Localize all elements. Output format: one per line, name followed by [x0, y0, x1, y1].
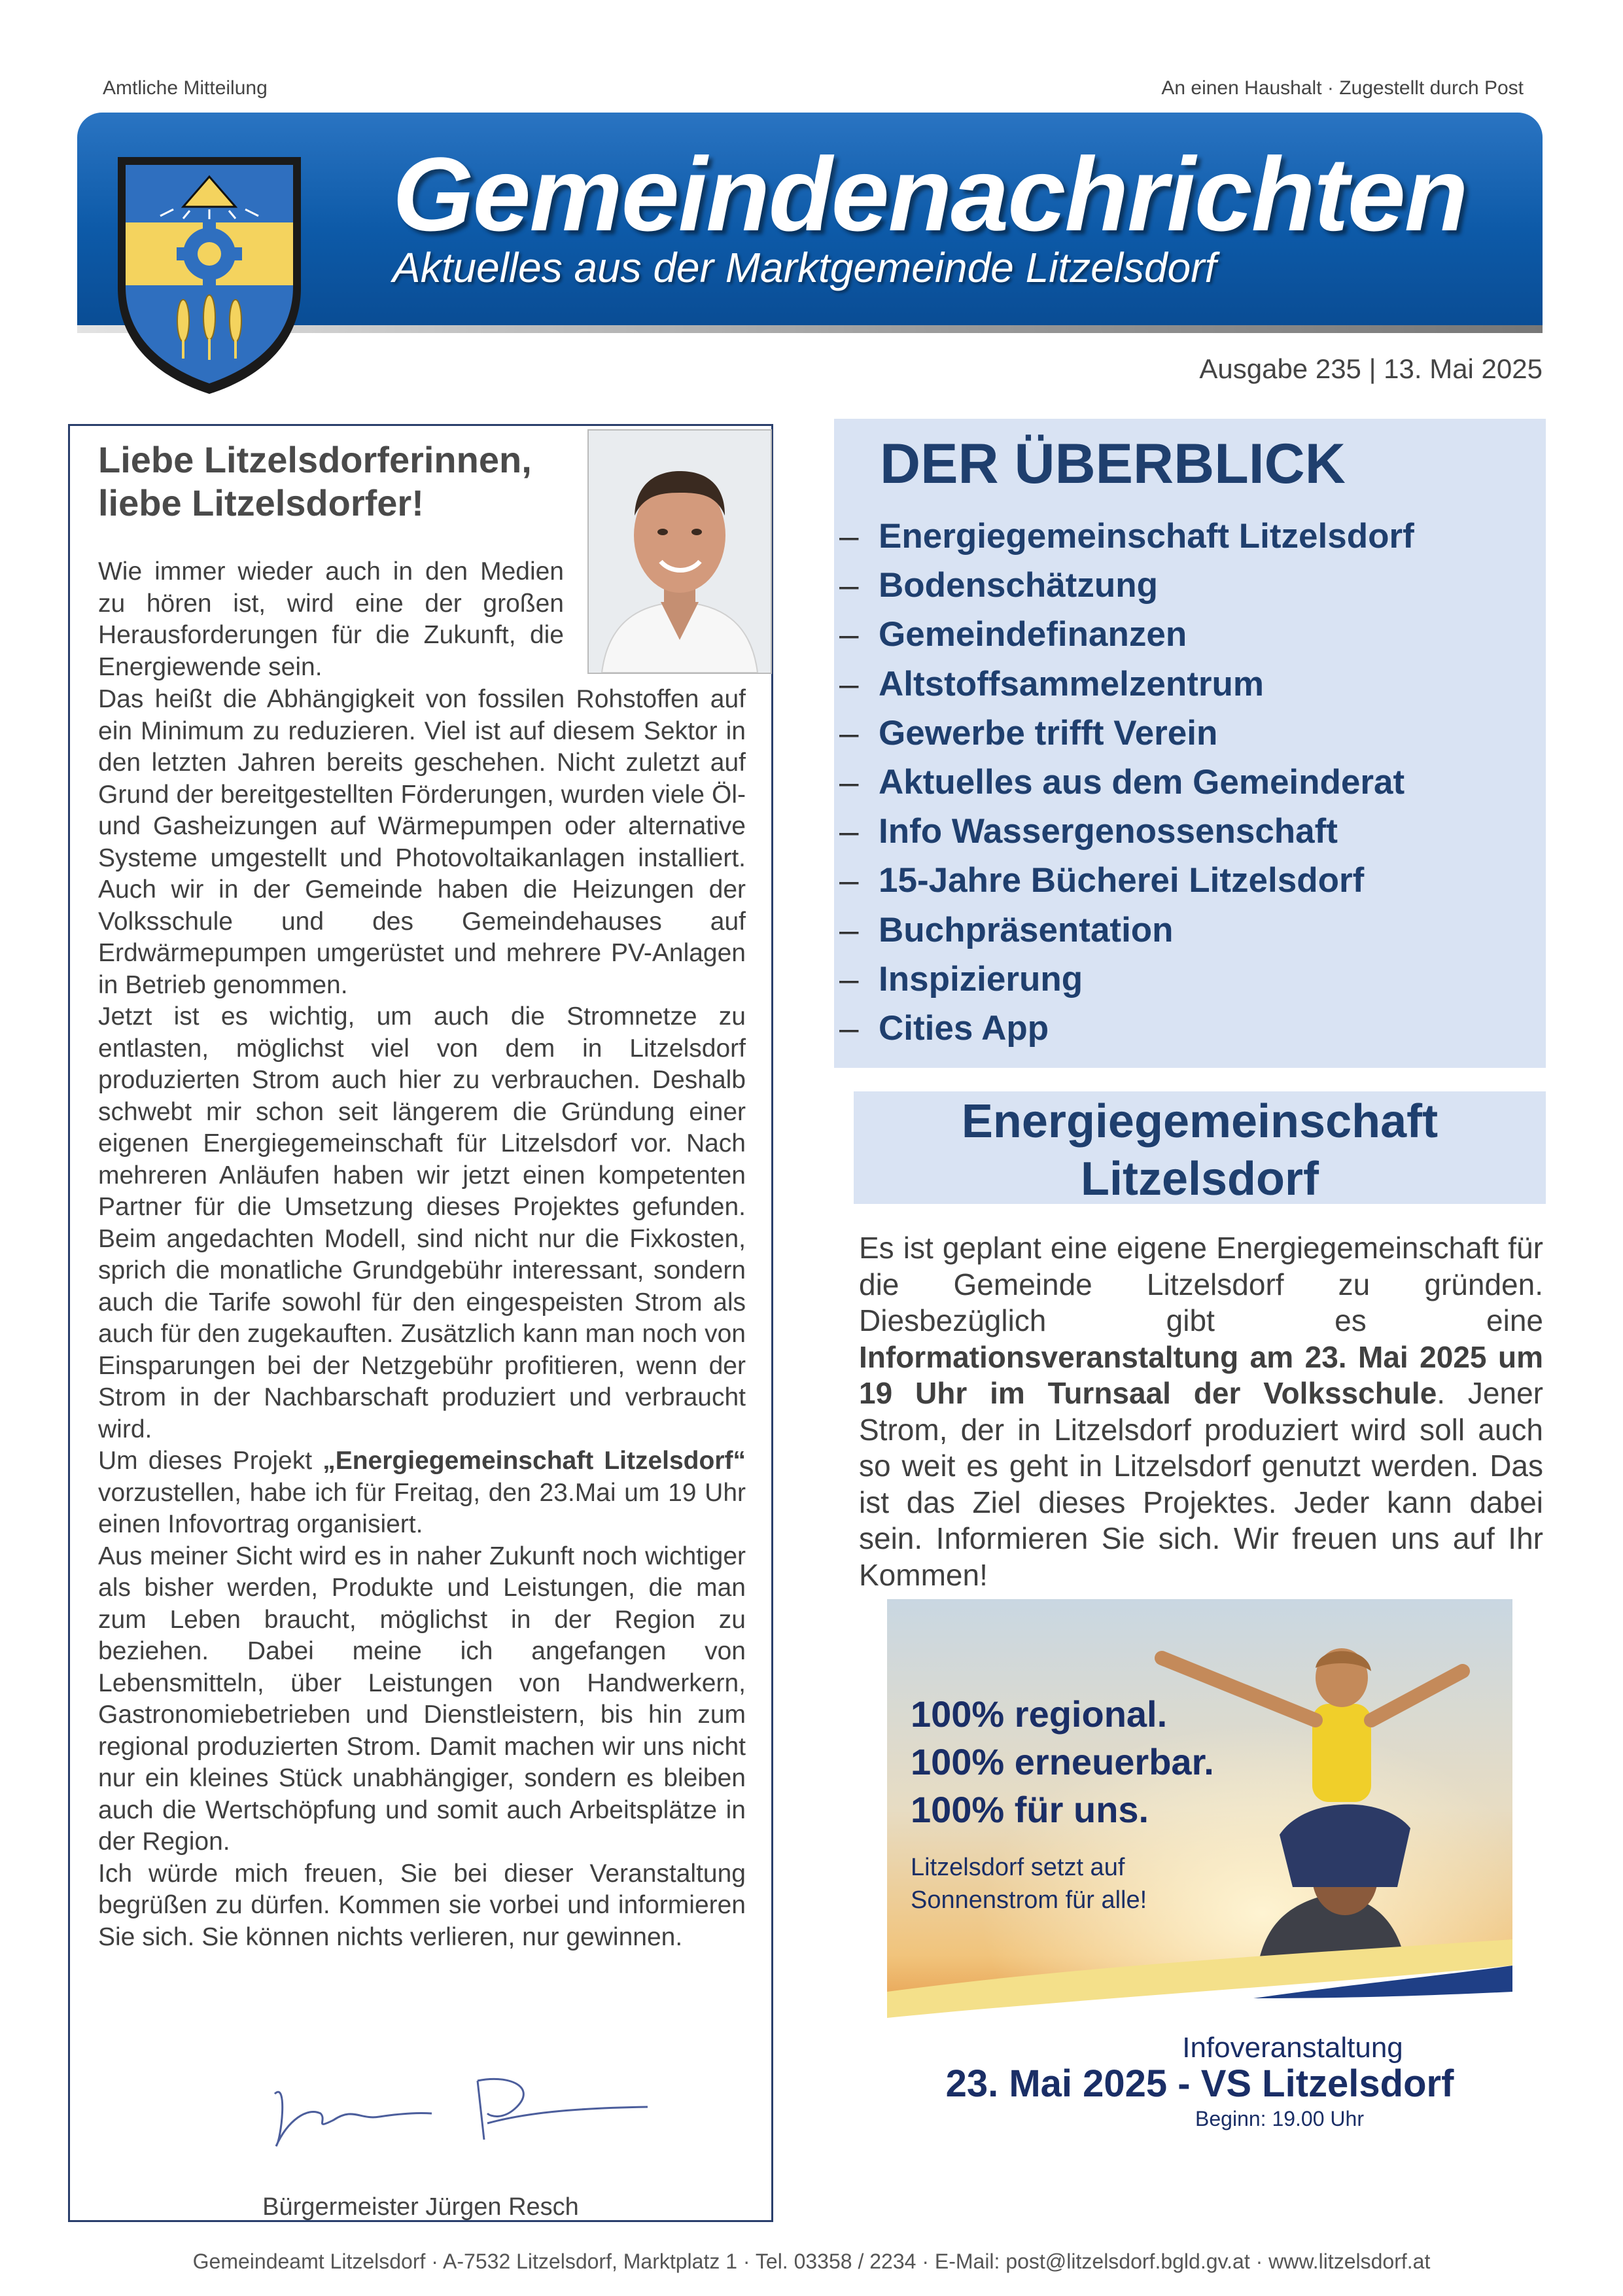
- overview-item-label: Aktuelles aus dem Gemeinderat: [879, 762, 1405, 802]
- letter-paragraph: Jetzt ist es wichtig, um auch die Stromnetze zu entlasten, möglichst viel von dem in Litzelsdorf produzierten Strom auch hier zu verbrauchen. Deshalb schwebt mir schon seit längerem die Gründung einer eigenen Energiegemeinschaft für Litzelsdorf vor. Nach mehreren Anläufen haben wir jetzt einen kompetenten Partner für die Umsetzung dieses Projektes gefunden. Beim angedachten Modell, sind nicht nur die Fixkosten, sprich die monatliche Grundgebühr interessant, sondern auch die Tarife sowohl für den eingespeisten Strom als auch für den zugekauften. Zusätzlich kann man noch von Einsparungen bei der Netzgebühr profitieren, wenn der Strom in der Nachbarschaft produziert und verbraucht wird.: [98, 1002, 746, 1443]
- overview-item: [839, 807, 1414, 856]
- footer-contact: Gemeindeamt Litzelsdorf · A-7532 Litzelsdorf, Marktplatz 1 · Tel. 03358 / 2234 · E-Mail: post@litzelsdorf.bgld.gv.at · www.litzelsdorf.at: [192, 2250, 1431, 2273]
- overview-item: [839, 1004, 1414, 1053]
- overview-item: [839, 561, 1414, 610]
- dash-icon: –: [839, 861, 859, 900]
- energy-text-end: Jener Strom, der in Litzelsdorf produziert wird soll auch so weit es geht in Litzelsdorf genutzt werden. Das ist das Ziel dieses Projektes. Jeder kann dabei sein. Informieren Sie sich. Wir freuen uns auf Ihr Kommen!: [859, 1376, 1543, 1592]
- letter-paragraph: Aus meiner Sicht wird es in naher Zukunft noch wichtiger als bisher werden, Produkte und Leistungen, die man zum Leben braucht, möglichst in der Region zu beziehen. Dabei meine ich angefangen von Lebensmitteln, über Leistungen von Handwerkern, Gastronomiebetrieben und Dienstleistern, bis hin zum regional produzierten Strom. Damit machen wir uns nicht nur ein kleines Stück unabhängiger, sondern es bleiben auch die Wertschöpfung und somit auch Arbeitsplätze in der Region.: [98, 1542, 746, 1856]
- energy-title-line: Litzelsdorf: [1080, 1153, 1319, 1205]
- poster-tagline: Sonnenstrom für alle!: [911, 1886, 1147, 1914]
- overview-item: [839, 610, 1414, 659]
- overview-item: [839, 758, 1414, 807]
- overview-item-label: Gewerbe trifft Verein: [879, 713, 1218, 752]
- issue-number: Ausgabe 235 | 13. Mai 2025: [1199, 353, 1543, 384]
- letter-paragraph: Das heißt die Abhängigkeit von fossilen Rohstoffen auf ein Minimum zu reduzieren. Viel ist auf diesem Sektor in den letzten Jahren bereits geschehen. Nicht zuletzt auf Grund der bereitgestellten Förderungen, wurden viele Öl- und Gasheizungen auf Wärmepumpen oder alternative Systeme umgestellt und Photovoltaikanlagen installiert. Auch wir in der Gemeinde haben die Heizungen der Volksschule und des Gemeindehauses auf Erdwärmepumpen umgerüstet und mehrere PV-Anlagen in Betrieb genommen.: [98, 685, 746, 999]
- overview-item: [839, 512, 1414, 561]
- masthead-subtitle: Aktuelles aus der Marktgemeinde Litzelsdorf: [393, 244, 1217, 291]
- overview-item: [839, 856, 1414, 905]
- overview-item-label: Cities App: [879, 1008, 1049, 1048]
- overview-title: DER ÜBERBLICK: [880, 433, 1346, 495]
- poster-line-renewable: 100% erneuerbar.: [911, 1741, 1214, 1782]
- overview-item-label: Buchpräsentation: [879, 910, 1174, 949]
- energy-title-line: Energiegemeinschaft: [961, 1095, 1439, 1148]
- dash-icon: –: [839, 959, 859, 998]
- dash-icon: –: [839, 615, 859, 654]
- event-info: Informationsveranstaltung am 23. Mai 2025 um 19 Uhr im Turnsaal der Volksschule: [859, 1339, 1543, 1410]
- dash-icon: –: [839, 517, 859, 556]
- overview-item: [839, 906, 1414, 955]
- coat-of-arms-icon: [111, 150, 307, 399]
- letter-text: vorzustellen, habe ich für Freitag, den 23.Mai um 19 Uhr einen Infovortrag organisiert.: [98, 1478, 746, 1538]
- dash-icon: –: [839, 664, 859, 703]
- poster-line-for-us: 100% für uns.: [911, 1789, 1149, 1830]
- poster-event-label: Infoveranstaltung: [1182, 2032, 1403, 2064]
- overview-item: [839, 955, 1414, 1004]
- overview-item-label: Info Wassergenossenschaft: [879, 812, 1338, 851]
- letter-paragraph-intro: Wie immer wieder auch in den Medien zu hören ist, wird eine der großen Herausforderungen für die Zukunft, die Energiewende sein.: [98, 557, 564, 681]
- signature-name: Bürgermeister Jürgen Resch: [262, 2193, 579, 2221]
- dash-icon: –: [839, 910, 859, 949]
- masthead-title: Gemeindenachrichten: [393, 135, 1467, 253]
- poster-event-start: Beginn: 19.00 Uhr: [1195, 2107, 1364, 2130]
- overview-item-label: Energiegemeinschaft Litzelsdorf: [879, 517, 1414, 556]
- dash-icon: –: [839, 762, 859, 802]
- poster-event-date: 23. Mai 2025 - VS Litzelsdorf: [945, 2062, 1454, 2105]
- letter-paragraph: Ich würde mich freuen, Sie bei dieser Veranstaltung begrüßen zu dürfen. Kommen sie vorbei und informieren Sie sich. Sie können nichts verlieren, nur gewinnen.: [98, 1859, 746, 1951]
- delivery-note: An einen Haushalt · Zugestellt durch Post: [1161, 77, 1524, 99]
- overview-item-label: 15-Jahre Bücherei Litzelsdorf: [879, 861, 1365, 900]
- energy-text: Es ist geplant eine eigene Energiegemeinschaft für die Gemeinde Litzelsdorf zu gründen. Diesbezüglich gibt es eine Informationsveranstaltung am 23. Mai 2025 um 19 Uhr im Turnsaal der Volksschule. Jener Strom, der in Litzelsdorf produziert wird soll auch so weit es geht in Litzelsdorf genutzt werden. Das ist das Ziel dieses Projektes. Jeder kann dabei sein. Informieren Sie sich. Wir freuen uns auf Ihr Kommen!: [859, 1231, 1543, 1592]
- energy-poster: [887, 1599, 1512, 2146]
- overview-item: [839, 709, 1414, 758]
- letter-greeting: Liebe Litzelsdorferinnen, liebe Litzelsdorfer!: [98, 439, 532, 523]
- overview-item: [839, 660, 1414, 709]
- letter-text: Um dieses Projekt: [98, 1447, 313, 1475]
- energy-title: [854, 1093, 1546, 1208]
- energy-text-start: Es ist geplant eine eigene Energiegemeinschaft für die Gemeinde Litzelsdorf zu gründen. Diesbezüglich gibt es eine: [859, 1231, 1543, 1337]
- overview-list: [839, 512, 1414, 1053]
- overview-item-label: Inspizierung: [879, 959, 1083, 998]
- dash-icon: –: [839, 812, 859, 851]
- poster-tagline: Litzelsdorf setzt auf: [911, 1854, 1125, 1881]
- dash-icon: –: [839, 566, 859, 605]
- overview-item-label: Bodenschätzung: [879, 566, 1158, 605]
- dash-icon: –: [839, 1008, 859, 1048]
- mayor-portrait-icon: [587, 429, 772, 674]
- project-name: „Energiegemeinschaft Litzelsdorf“: [323, 1447, 746, 1475]
- overview-item-label: Gemeindefinanzen: [879, 615, 1187, 654]
- letter-body: [98, 684, 746, 1953]
- letter-paragraph: [98, 1445, 746, 1541]
- dash-icon: –: [839, 713, 859, 752]
- official-notice: Amtliche Mitteilung: [103, 77, 268, 99]
- poster-line-regional: 100% regional.: [911, 1693, 1168, 1735]
- signature-icon: [262, 2068, 667, 2153]
- overview-item-label: Altstoffsammelzentrum: [879, 664, 1264, 703]
